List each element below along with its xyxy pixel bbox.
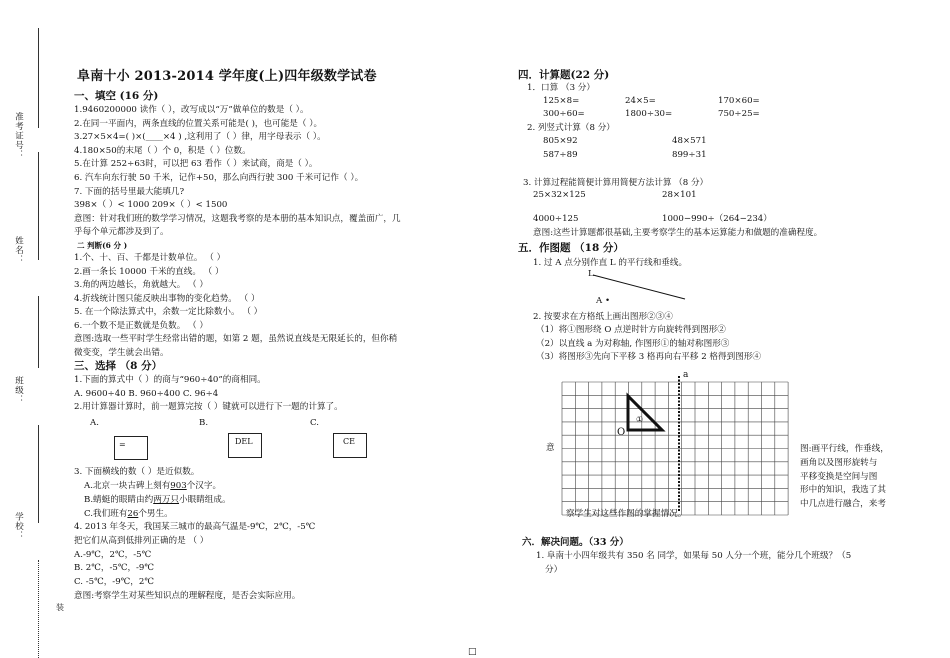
- oral-item-r2c3: 750÷25=: [718, 108, 760, 119]
- intent-bottom: 察学生对这些作图的掌握情况。: [566, 509, 687, 519]
- label-point-O: O: [617, 427, 626, 438]
- section-5-title: 五．作图题 （18 分）: [518, 242, 624, 254]
- binding-line-5: [38, 560, 39, 658]
- draw-q2-step-1: （1）将①图形绕 O 点逆时针方向旋转得到图形②: [536, 325, 726, 335]
- draw-q1: 1. 过 A 点分别作直 L 的平行线和垂线。: [533, 258, 688, 268]
- judge-line-3: 3.角的两边越长，角就越大。 （ ）: [74, 280, 208, 290]
- fill-line-6: 6. 汽车向东行驶 50 千米，记作+50，那么向西行驶 300 千米可记作（ ）。: [74, 173, 364, 183]
- label-shape-1: ①: [636, 415, 644, 424]
- intent-right-line-5: 中几点进行融合，来考: [800, 499, 886, 510]
- choice-q1-options: A. 9600÷40 B. 960÷400 C. 96÷4: [74, 389, 219, 399]
- judge-line-8: 微变变，学生就会出错。: [74, 347, 169, 358]
- key-del-label: DEL: [235, 437, 253, 446]
- binding-line-4: [38, 425, 39, 523]
- fill-line-9: 意图：针对我们班的数学学习情况，这题我考察的是本册的基本知识点，覆盖面广，几: [74, 213, 401, 224]
- q3-c-text: C.我们班有: [84, 509, 128, 519]
- q3-a-number: 903: [170, 481, 187, 491]
- intent-right-line-3: 平移变换是空间与图: [800, 471, 878, 482]
- judge-line-6: 6.一个数不是正数就是负数。 （ ）: [74, 320, 208, 331]
- choice-q4-line-5: C. -5℃，-9℃，2℃: [74, 577, 154, 588]
- intent-right-line-1: 图:画平行线，作垂线，: [800, 444, 889, 454]
- simple-item-r1c1: 25×32×125: [533, 190, 586, 200]
- exam-number-label: 准考证号：: [13, 112, 24, 160]
- vertical-item-r1c2: 48×571: [672, 136, 707, 146]
- judge-line-5: 5. 在一个除法算式中，余数一定比除数小。 （ ）: [74, 307, 263, 317]
- vertical-calc-title: 2. 列竖式计算（8 分）: [527, 123, 615, 133]
- vertical-item-r2c1: 587÷89: [543, 149, 578, 160]
- intent-right-line-2: 画角以及图形旋转与: [800, 457, 878, 468]
- intent-left: 意: [546, 443, 555, 453]
- key-ce: [333, 433, 367, 458]
- problem-1-line-a: 1. 阜南十小四年级共有 350 名 同学，如果每 50 人分一个班，能分几个班级？（5: [536, 551, 852, 561]
- q3-a-end: 个汉字。: [186, 481, 222, 491]
- vertical-item-r2c2: 899÷31: [672, 149, 707, 160]
- key-equals-label: =: [119, 440, 126, 449]
- label-A: A •: [596, 296, 611, 306]
- simple-item-r2c2: 1000−990÷（264−234）: [662, 214, 772, 224]
- choice-q2-option-a: A.: [90, 418, 99, 428]
- simple-calc-title: 3. 计算过程能简便计算用简便方法计算 （8 分）: [523, 178, 709, 188]
- q3-c-number: 26: [127, 509, 139, 519]
- choice-q2: 2.用计算器计算时，前一题算完按（ ）键就可以进行下一题的计算了。: [74, 402, 343, 412]
- choice-q4-line-6: 意图:考察学生对某些知识点的理解程度，是否会实际应用。: [74, 591, 301, 601]
- section-2-title: 二 判断(6 分 ): [77, 241, 128, 250]
- page-footer-mark: □: [468, 647, 477, 657]
- oral-item-r1c2: 24×5=: [625, 96, 656, 106]
- square-grid: [560, 370, 800, 520]
- draw-q2-step-3: （3）将图形③先向下平移 3 格再向右平移 2 格得到图形④: [536, 352, 761, 362]
- choice-q4-line-1: 4. 2013 年冬天，我国某三城市的最高气温是-9℃，2℃，-5℃: [74, 522, 316, 532]
- section-1-title: 一、填空 (16 分): [74, 90, 159, 102]
- choice-q3-b: [84, 496, 231, 505]
- simple-item-r2c1: 4000÷125: [533, 214, 579, 224]
- judge-line-1: 1.个、十、百、千都是计数单位。 （ ）: [74, 253, 226, 263]
- choice-q2-option-c: C.: [310, 418, 320, 428]
- oral-item-r1c1: 125×8=: [543, 96, 580, 106]
- school-label: 学校：: [13, 512, 24, 541]
- choice-q4-line-3: A.-9℃，2℃，-5℃: [74, 549, 152, 560]
- grid-lines: [562, 382, 788, 515]
- choice-q3: 3. 下面横线的数（ ）是近似数。: [74, 467, 200, 477]
- problem-1-line-b: 分）: [545, 565, 563, 575]
- choice-q4-line-2: 把它们从高到低排列正确的是 （ ）: [74, 535, 209, 546]
- judge-line-4: 4.折线统计图只能反映出事物的变化趋势。 （ ）: [74, 293, 260, 304]
- fill-line-2: 2.在同一平面内，两条直线的位置关系可能是( )，也可能是（ ）。: [74, 118, 323, 129]
- label-axis-a: a: [683, 370, 689, 380]
- section-3-title: 三、选择 （8 分）: [74, 360, 163, 372]
- class-label: 班级：: [13, 376, 24, 405]
- section-6-title: 六．解决问题。（33 分）: [522, 537, 629, 548]
- choice-q3-a: [84, 482, 221, 491]
- choice-q3-c: [84, 510, 173, 519]
- draw-q2-step-2: （2）以直线 a 为对称轴, 作图形①的轴对称图形③: [536, 338, 730, 349]
- fill-line-5: 5.在计算 252÷63时，可以把 63 看作（ ）来试商，商是（ ）。: [74, 159, 318, 170]
- oral-item-r2c1: 300÷60=: [543, 108, 585, 119]
- oral-item-r2c2: 1800÷30=: [625, 108, 673, 119]
- key-equals: [114, 436, 148, 460]
- triangle-shape-1: [628, 396, 662, 430]
- q3-c-end: 个男生。: [138, 509, 173, 519]
- fill-line-7: 7. 下面的括号里最大能填几?: [74, 186, 185, 197]
- calc-intent: 意图:这些计算题都很基础,主要考察学生的基本运算能力和做题的准确程度。: [533, 228, 823, 238]
- fill-line-1: 1.9460200000 读作（ ），改写成以“万”做单位的数是（ ）。: [74, 105, 309, 115]
- q3-a-text: A.北京一块古碑上刻有: [84, 481, 171, 491]
- choice-q2-option-b: B.: [199, 418, 209, 428]
- simple-item-r1c2: 28×101: [662, 190, 697, 200]
- binding-line-2: [38, 152, 39, 260]
- choice-q4-line-4: B. 2℃，-5℃，-9℃: [74, 563, 155, 574]
- oral-item-r1c3: 170×60=: [718, 96, 760, 106]
- draw-q2: 2. 按要求在方格纸上画出图形②③④: [533, 312, 673, 322]
- choice-q1: 1.下面的算式中（ ）的商与“960÷40”的商相同。: [74, 375, 266, 385]
- vertical-item-r1c1: 805×92: [543, 136, 578, 146]
- judge-line-2: 2.画一条长 10000 千米的直线。 （ ）: [74, 266, 224, 277]
- intent-right-line-4: 形中的知识，我选了其: [800, 485, 886, 496]
- binding-line-1: [38, 28, 39, 128]
- judge-line-7: 意图:选取一些平时学生经常出错的题，如第 2 题，虽然说直线是无限延长的，但你稍: [74, 334, 398, 344]
- page-title: 阜南十小 2013-2014 学年度(上)四年级数学试卷: [77, 69, 377, 84]
- section-4-title: 四．计算题(22 分): [518, 69, 610, 81]
- oral-title: 1．口算 （3 分）: [527, 83, 595, 93]
- label-L: L: [588, 269, 594, 279]
- fill-line-3: 3.27×5×4=( )×(____×4 ) ,这利用了（ ）律，用字母表示（ ）。: [74, 132, 326, 143]
- fill-line-8: 398×（ ）< 1000 209×（ ）< 1500: [74, 200, 228, 211]
- fill-line-4: 4.180×50的末尾（ ）个 0，积是（ ）位数。: [74, 145, 251, 156]
- q3-b-number: 两万只: [153, 495, 180, 505]
- fill-line-10: 乎每个单元都涉及到了。: [74, 227, 169, 238]
- key-ce-label: CE: [343, 437, 355, 446]
- q3-b-text: B.蜻蜓的眼睛由约: [84, 495, 154, 505]
- name-label: 姓名：: [13, 236, 24, 265]
- binding-mark: 装: [56, 603, 64, 612]
- q3-b-end: 小眼睛组成。: [179, 495, 231, 505]
- key-del: [228, 433, 262, 458]
- binding-line-3: [38, 296, 39, 368]
